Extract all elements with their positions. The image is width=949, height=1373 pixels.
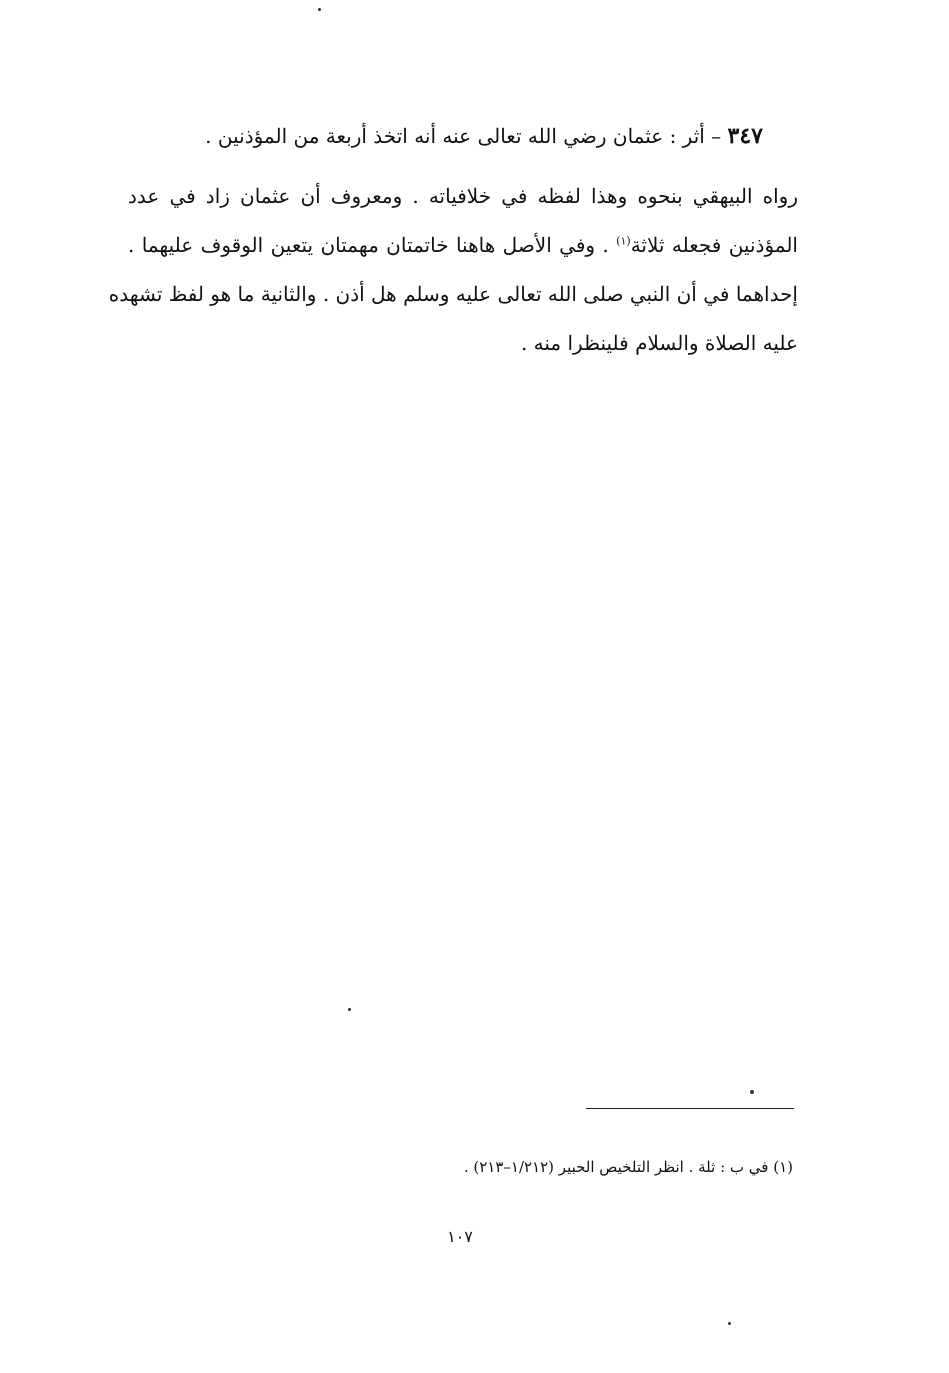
body-line-1: رواه البيهقي بنحوه وهذا لفظه في خلافياته . ومعروف أن عثمان زاد في عدد [128,184,798,208]
body-line-2-start: المؤذنين فجعله ثلاثة [630,233,798,257]
body-paragraph [108,172,798,368]
footnote-marker: (١) [616,234,631,248]
scan-speck [728,1322,731,1325]
entry-number: ٣٤٧ [727,123,763,149]
body-line-2 [128,221,798,270]
scan-speck [348,1008,351,1011]
scan-speck [318,8,321,11]
body-line-2-end: . وفي الأصل هاهنا خاتمتان مهمتان يتعين الوقوف عليهما . [128,233,609,257]
footnote-separator [586,1108,794,1109]
body-line-3: إحداهما في أن النبي صلى الله تعالى عليه وسلم هل أذن . والثانية ما هو لفظ تشهده [108,282,798,306]
page-number: ١٠٧ [447,1227,473,1246]
entry-heading [163,116,763,156]
footnote: (١) في ب : ثلة . انظر التلخيص الحبير (١/٢١٢–٢١٣) . [463,1158,793,1176]
body-line-4: عليه الصلاة والسلام فلينظرا منه . [520,331,798,355]
scan-speck [750,1090,754,1094]
entry-title: – أثر : عثمان رضي الله تعالى عنه أنه اتخذ أربعة من المؤذنين . [205,124,722,148]
